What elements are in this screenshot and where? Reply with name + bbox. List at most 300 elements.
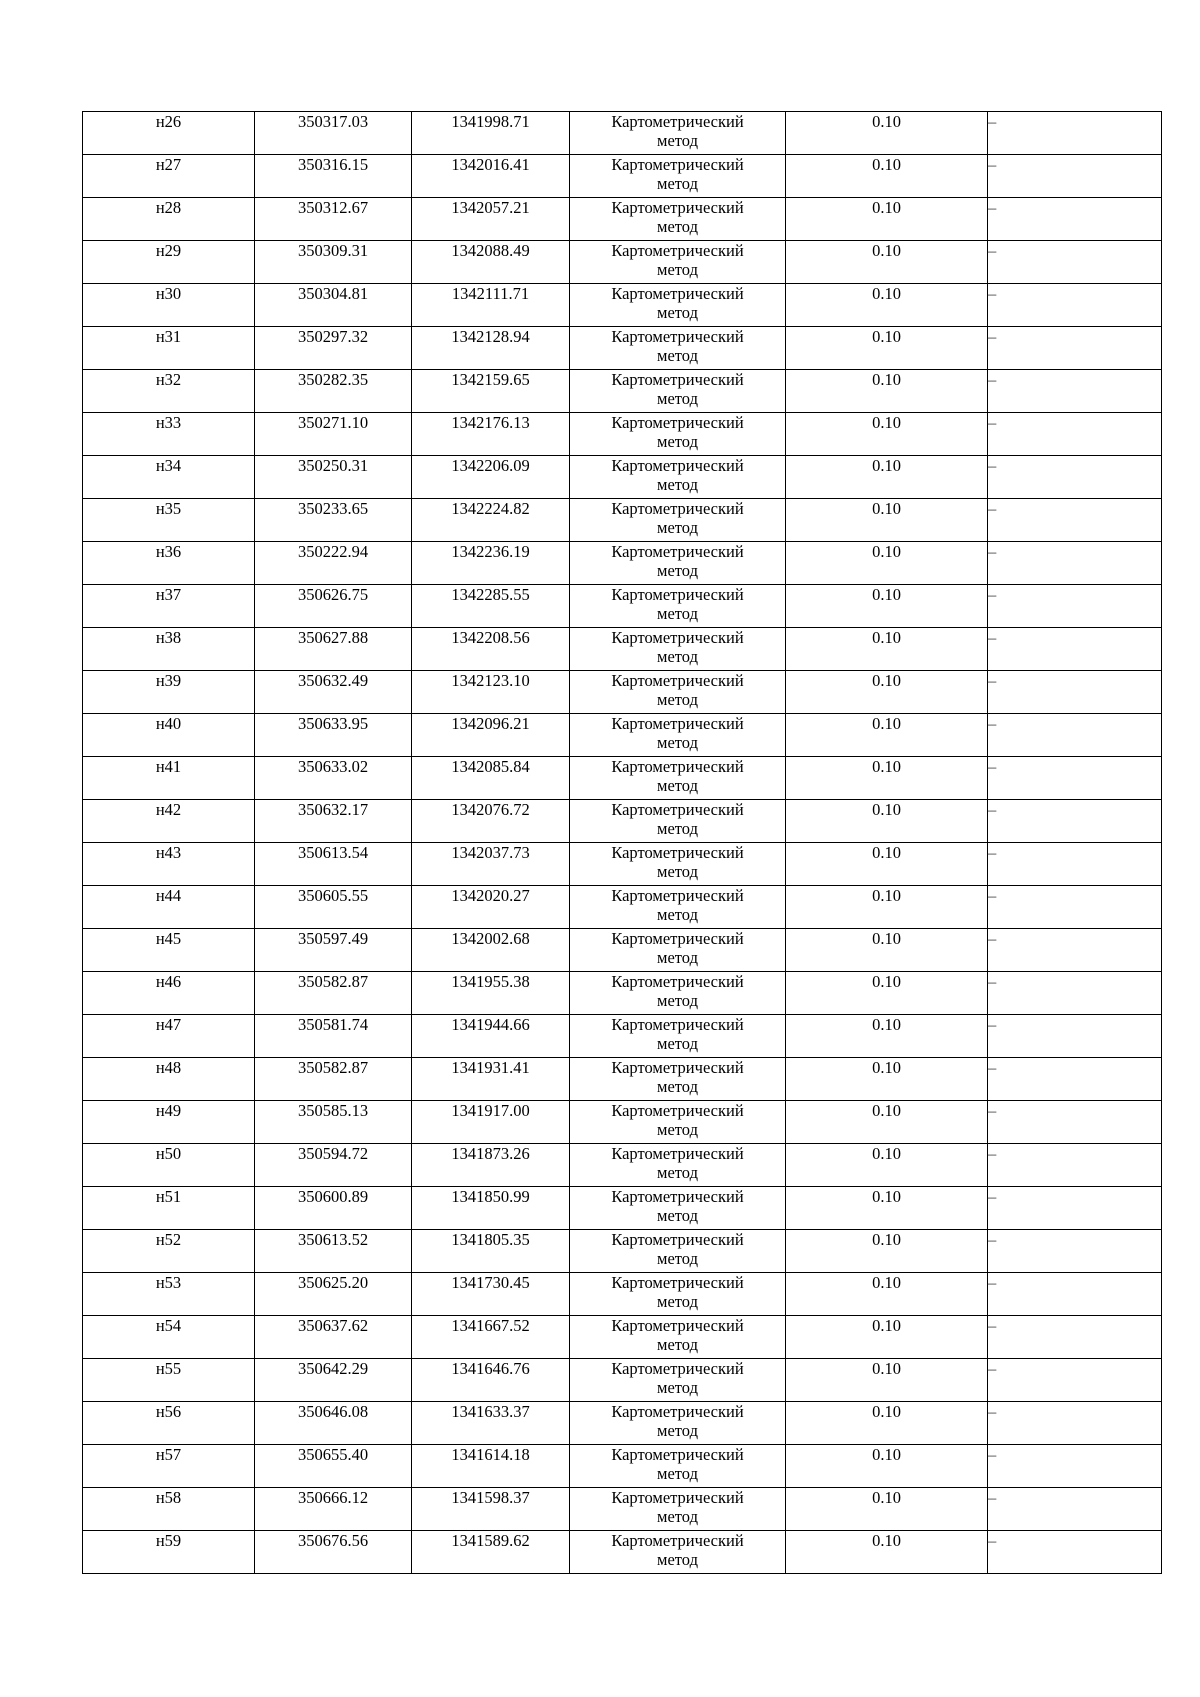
method-text-line2: метод xyxy=(657,1077,698,1096)
point-name-cell: н56 xyxy=(83,1402,255,1445)
description-cell: – xyxy=(988,1230,1162,1273)
accuracy-cell: 0.10 xyxy=(786,1101,988,1144)
x-coordinate-cell: 350594.72 xyxy=(255,1144,412,1187)
method-cell xyxy=(570,1445,786,1488)
accuracy-cell: 0.10 xyxy=(786,112,988,155)
accuracy-cell: 0.10 xyxy=(786,1273,988,1316)
method-text-line1: Картометрический xyxy=(611,1015,744,1034)
y-coordinate-cell: 1341646.76 xyxy=(412,1359,570,1402)
point-name-cell: н35 xyxy=(83,499,255,542)
table-row xyxy=(83,456,1162,499)
point-name-cell: н41 xyxy=(83,757,255,800)
point-name-cell: н28 xyxy=(83,198,255,241)
description-cell: – xyxy=(988,843,1162,886)
method-text-line1: Картометрический xyxy=(611,155,744,174)
accuracy-cell: 0.10 xyxy=(786,972,988,1015)
method-text-line2: метод xyxy=(657,819,698,838)
y-coordinate-cell: 1342037.73 xyxy=(412,843,570,886)
x-coordinate-cell: 350613.54 xyxy=(255,843,412,886)
description-cell: – xyxy=(988,1058,1162,1101)
method-text-line2: метод xyxy=(657,905,698,924)
method-text-line2: метод xyxy=(657,561,698,580)
method-cell xyxy=(570,843,786,886)
y-coordinate-cell: 1342236.19 xyxy=(412,542,570,585)
description-cell: – xyxy=(988,112,1162,155)
description-cell: – xyxy=(988,1015,1162,1058)
method-text-line2: метод xyxy=(657,1034,698,1053)
method-cell xyxy=(570,1101,786,1144)
y-coordinate-cell: 1342208.56 xyxy=(412,628,570,671)
y-coordinate-cell: 1342159.65 xyxy=(412,370,570,413)
table-row xyxy=(83,327,1162,370)
accuracy-cell: 0.10 xyxy=(786,327,988,370)
accuracy-cell: 0.10 xyxy=(786,757,988,800)
method-text-line1: Картометрический xyxy=(611,284,744,303)
method-text-line1: Картометрический xyxy=(611,1273,744,1292)
method-text-line2: метод xyxy=(657,1378,698,1397)
method-text-line1: Картометрический xyxy=(611,499,744,518)
accuracy-cell: 0.10 xyxy=(786,241,988,284)
y-coordinate-cell: 1342002.68 xyxy=(412,929,570,972)
method-cell xyxy=(570,929,786,972)
table-row xyxy=(83,1531,1162,1574)
y-coordinate-cell: 1341730.45 xyxy=(412,1273,570,1316)
x-coordinate-cell: 350633.02 xyxy=(255,757,412,800)
accuracy-cell: 0.10 xyxy=(786,929,988,972)
description-cell: – xyxy=(988,284,1162,327)
method-text-line1: Картометрический xyxy=(611,1101,744,1120)
method-text-line2: метод xyxy=(657,690,698,709)
point-name-cell: н40 xyxy=(83,714,255,757)
y-coordinate-cell: 1341598.37 xyxy=(412,1488,570,1531)
y-coordinate-cell: 1341589.62 xyxy=(412,1531,570,1574)
table-row xyxy=(83,628,1162,671)
method-text-line1: Картометрический xyxy=(611,542,744,561)
x-coordinate-cell: 350581.74 xyxy=(255,1015,412,1058)
method-cell xyxy=(570,886,786,929)
y-coordinate-cell: 1342076.72 xyxy=(412,800,570,843)
x-coordinate-cell: 350632.49 xyxy=(255,671,412,714)
point-name-cell: н33 xyxy=(83,413,255,456)
x-coordinate-cell: 350309.31 xyxy=(255,241,412,284)
method-cell xyxy=(570,1316,786,1359)
method-text-line2: метод xyxy=(657,260,698,279)
x-coordinate-cell: 350233.65 xyxy=(255,499,412,542)
point-name-cell: н43 xyxy=(83,843,255,886)
description-cell: – xyxy=(988,1531,1162,1574)
point-name-cell: н50 xyxy=(83,1144,255,1187)
accuracy-cell: 0.10 xyxy=(786,284,988,327)
x-coordinate-cell: 350613.52 xyxy=(255,1230,412,1273)
method-text-line2: метод xyxy=(657,1292,698,1311)
y-coordinate-cell: 1341873.26 xyxy=(412,1144,570,1187)
accuracy-cell: 0.10 xyxy=(786,499,988,542)
description-cell: – xyxy=(988,1187,1162,1230)
table-row xyxy=(83,1273,1162,1316)
description-cell: – xyxy=(988,499,1162,542)
x-coordinate-cell: 350271.10 xyxy=(255,413,412,456)
method-cell xyxy=(570,112,786,155)
point-name-cell: н27 xyxy=(83,155,255,198)
description-cell: – xyxy=(988,1273,1162,1316)
description-cell: – xyxy=(988,1402,1162,1445)
description-cell: – xyxy=(988,413,1162,456)
method-text-line1: Картометрический xyxy=(611,112,744,131)
method-cell xyxy=(570,1187,786,1230)
method-cell xyxy=(570,1144,786,1187)
method-text-line2: метод xyxy=(657,1249,698,1268)
point-name-cell: н51 xyxy=(83,1187,255,1230)
description-cell: – xyxy=(988,1144,1162,1187)
table-row xyxy=(83,585,1162,628)
point-name-cell: н58 xyxy=(83,1488,255,1531)
point-name-cell: н52 xyxy=(83,1230,255,1273)
x-coordinate-cell: 350316.15 xyxy=(255,155,412,198)
x-coordinate-cell: 350666.12 xyxy=(255,1488,412,1531)
point-name-cell: н47 xyxy=(83,1015,255,1058)
table-row xyxy=(83,757,1162,800)
x-coordinate-cell: 350282.35 xyxy=(255,370,412,413)
method-text-line1: Картометрический xyxy=(611,800,744,819)
method-text-line2: метод xyxy=(657,647,698,666)
method-cell xyxy=(570,628,786,671)
table-row xyxy=(83,1187,1162,1230)
accuracy-cell: 0.10 xyxy=(786,1531,988,1574)
method-text-line2: метод xyxy=(657,1507,698,1526)
description-cell: – xyxy=(988,456,1162,499)
table-row xyxy=(83,886,1162,929)
method-text-line2: метод xyxy=(657,948,698,967)
table-row xyxy=(83,714,1162,757)
method-text-line1: Картометрический xyxy=(611,241,744,260)
x-coordinate-cell: 350676.56 xyxy=(255,1531,412,1574)
table-row xyxy=(83,1488,1162,1531)
y-coordinate-cell: 1341931.41 xyxy=(412,1058,570,1101)
x-coordinate-cell: 350597.49 xyxy=(255,929,412,972)
y-coordinate-cell: 1342057.21 xyxy=(412,198,570,241)
method-cell xyxy=(570,800,786,843)
accuracy-cell: 0.10 xyxy=(786,843,988,886)
method-cell xyxy=(570,714,786,757)
table-row xyxy=(83,972,1162,1015)
method-cell xyxy=(570,671,786,714)
table-row xyxy=(83,929,1162,972)
x-coordinate-cell: 350312.67 xyxy=(255,198,412,241)
point-name-cell: н31 xyxy=(83,327,255,370)
accuracy-cell: 0.10 xyxy=(786,671,988,714)
table-row xyxy=(83,284,1162,327)
method-cell xyxy=(570,370,786,413)
table-row xyxy=(83,370,1162,413)
y-coordinate-cell: 1341917.00 xyxy=(412,1101,570,1144)
description-cell: – xyxy=(988,1359,1162,1402)
method-text-line2: метод xyxy=(657,1464,698,1483)
method-text-line1: Картометрический xyxy=(611,1402,744,1421)
method-text-line2: метод xyxy=(657,1206,698,1225)
y-coordinate-cell: 1342285.55 xyxy=(412,585,570,628)
accuracy-cell: 0.10 xyxy=(786,413,988,456)
y-coordinate-cell: 1341633.37 xyxy=(412,1402,570,1445)
x-coordinate-cell: 350633.95 xyxy=(255,714,412,757)
method-text-line1: Картометрический xyxy=(611,1531,744,1550)
description-cell: – xyxy=(988,327,1162,370)
method-text-line1: Картометрический xyxy=(611,1144,744,1163)
x-coordinate-cell: 350642.29 xyxy=(255,1359,412,1402)
description-cell: – xyxy=(988,800,1162,843)
point-name-cell: н29 xyxy=(83,241,255,284)
point-name-cell: н49 xyxy=(83,1101,255,1144)
y-coordinate-cell: 1341805.35 xyxy=(412,1230,570,1273)
method-text-line1: Картометрический xyxy=(611,843,744,862)
y-coordinate-cell: 1341998.71 xyxy=(412,112,570,155)
accuracy-cell: 0.10 xyxy=(786,1359,988,1402)
table-row xyxy=(83,198,1162,241)
table-row xyxy=(83,800,1162,843)
description-cell: – xyxy=(988,1316,1162,1359)
point-name-cell: н45 xyxy=(83,929,255,972)
method-text-line2: метод xyxy=(657,432,698,451)
method-text-line2: метод xyxy=(657,346,698,365)
description-cell: – xyxy=(988,370,1162,413)
method-text-line1: Картометрический xyxy=(611,198,744,217)
x-coordinate-cell: 350582.87 xyxy=(255,1058,412,1101)
method-text-line2: метод xyxy=(657,1421,698,1440)
table-row xyxy=(83,1144,1162,1187)
method-text-line2: метод xyxy=(657,776,698,795)
method-text-line1: Картометрический xyxy=(611,886,744,905)
method-cell xyxy=(570,972,786,1015)
method-text-line1: Картометрический xyxy=(611,585,744,604)
x-coordinate-cell: 350626.75 xyxy=(255,585,412,628)
method-text-line1: Картометрический xyxy=(611,1488,744,1507)
coordinates-table-body xyxy=(83,112,1162,1574)
method-text-line2: метод xyxy=(657,475,698,494)
table-row xyxy=(83,1058,1162,1101)
x-coordinate-cell: 350304.81 xyxy=(255,284,412,327)
point-name-cell: н44 xyxy=(83,886,255,929)
table-row xyxy=(83,155,1162,198)
description-cell: – xyxy=(988,1101,1162,1144)
method-text-line1: Картометрический xyxy=(611,1230,744,1249)
accuracy-cell: 0.10 xyxy=(786,456,988,499)
description-cell: – xyxy=(988,585,1162,628)
description-cell: – xyxy=(988,671,1162,714)
accuracy-cell: 0.10 xyxy=(786,714,988,757)
method-text-line1: Картометрический xyxy=(611,456,744,475)
x-coordinate-cell: 350222.94 xyxy=(255,542,412,585)
method-cell xyxy=(570,284,786,327)
accuracy-cell: 0.10 xyxy=(786,628,988,671)
method-cell xyxy=(570,155,786,198)
accuracy-cell: 0.10 xyxy=(786,155,988,198)
y-coordinate-cell: 1341955.38 xyxy=(412,972,570,1015)
method-text-line2: метод xyxy=(657,991,698,1010)
method-cell xyxy=(570,456,786,499)
x-coordinate-cell: 350605.55 xyxy=(255,886,412,929)
accuracy-cell: 0.10 xyxy=(786,1488,988,1531)
x-coordinate-cell: 350317.03 xyxy=(255,112,412,155)
accuracy-cell: 0.10 xyxy=(786,1230,988,1273)
x-coordinate-cell: 350646.08 xyxy=(255,1402,412,1445)
method-text-line1: Картометрический xyxy=(611,714,744,733)
table-row xyxy=(83,499,1162,542)
description-cell: – xyxy=(988,198,1162,241)
y-coordinate-cell: 1342020.27 xyxy=(412,886,570,929)
method-text-line2: метод xyxy=(657,217,698,236)
y-coordinate-cell: 1342088.49 xyxy=(412,241,570,284)
table-row xyxy=(83,843,1162,886)
description-cell: – xyxy=(988,155,1162,198)
y-coordinate-cell: 1341850.99 xyxy=(412,1187,570,1230)
accuracy-cell: 0.10 xyxy=(786,542,988,585)
table-row xyxy=(83,542,1162,585)
method-cell xyxy=(570,241,786,284)
x-coordinate-cell: 350297.32 xyxy=(255,327,412,370)
method-text-line2: метод xyxy=(657,303,698,322)
x-coordinate-cell: 350250.31 xyxy=(255,456,412,499)
point-name-cell: н26 xyxy=(83,112,255,155)
point-name-cell: н34 xyxy=(83,456,255,499)
method-text-line1: Картометрический xyxy=(611,1445,744,1464)
accuracy-cell: 0.10 xyxy=(786,1316,988,1359)
table-row xyxy=(83,671,1162,714)
x-coordinate-cell: 350625.20 xyxy=(255,1273,412,1316)
method-cell xyxy=(570,585,786,628)
description-cell: – xyxy=(988,929,1162,972)
table-row xyxy=(83,112,1162,155)
x-coordinate-cell: 350627.88 xyxy=(255,628,412,671)
y-coordinate-cell: 1341667.52 xyxy=(412,1316,570,1359)
y-coordinate-cell: 1342128.94 xyxy=(412,327,570,370)
method-text-line2: метод xyxy=(657,518,698,537)
method-cell xyxy=(570,413,786,456)
method-cell xyxy=(570,499,786,542)
y-coordinate-cell: 1342096.21 xyxy=(412,714,570,757)
method-text-line1: Картометрический xyxy=(611,327,744,346)
method-text-line2: метод xyxy=(657,131,698,150)
method-cell xyxy=(570,542,786,585)
point-name-cell: н54 xyxy=(83,1316,255,1359)
y-coordinate-cell: 1342111.71 xyxy=(412,284,570,327)
method-cell xyxy=(570,1230,786,1273)
point-name-cell: н39 xyxy=(83,671,255,714)
method-cell xyxy=(570,198,786,241)
accuracy-cell: 0.10 xyxy=(786,1144,988,1187)
description-cell: – xyxy=(988,241,1162,284)
method-text-line2: метод xyxy=(657,389,698,408)
point-name-cell: н59 xyxy=(83,1531,255,1574)
table-row xyxy=(83,1359,1162,1402)
accuracy-cell: 0.10 xyxy=(786,1058,988,1101)
method-cell xyxy=(570,1058,786,1101)
method-text-line2: метод xyxy=(657,1550,698,1569)
method-text-line1: Картометрический xyxy=(611,757,744,776)
y-coordinate-cell: 1342224.82 xyxy=(412,499,570,542)
x-coordinate-cell: 350632.17 xyxy=(255,800,412,843)
point-name-cell: н57 xyxy=(83,1445,255,1488)
method-text-line1: Картометрический xyxy=(611,671,744,690)
x-coordinate-cell: 350637.62 xyxy=(255,1316,412,1359)
accuracy-cell: 0.10 xyxy=(786,585,988,628)
x-coordinate-cell: 350585.13 xyxy=(255,1101,412,1144)
accuracy-cell: 0.10 xyxy=(786,1187,988,1230)
accuracy-cell: 0.10 xyxy=(786,198,988,241)
coordinates-table xyxy=(82,111,1162,1574)
accuracy-cell: 0.10 xyxy=(786,370,988,413)
point-name-cell: н37 xyxy=(83,585,255,628)
method-text-line1: Картометрический xyxy=(611,413,744,432)
description-cell: – xyxy=(988,714,1162,757)
point-name-cell: н53 xyxy=(83,1273,255,1316)
table-row xyxy=(83,1402,1162,1445)
point-name-cell: н36 xyxy=(83,542,255,585)
method-text-line2: метод xyxy=(657,1163,698,1182)
table-row xyxy=(83,1101,1162,1144)
table-row xyxy=(83,413,1162,456)
method-text-line2: метод xyxy=(657,174,698,193)
y-coordinate-cell: 1342016.41 xyxy=(412,155,570,198)
point-name-cell: н38 xyxy=(83,628,255,671)
description-cell: – xyxy=(988,972,1162,1015)
description-cell: – xyxy=(988,628,1162,671)
method-cell xyxy=(570,1402,786,1445)
y-coordinate-cell: 1342206.09 xyxy=(412,456,570,499)
point-name-cell: н55 xyxy=(83,1359,255,1402)
accuracy-cell: 0.10 xyxy=(786,1445,988,1488)
method-text-line2: метод xyxy=(657,1120,698,1139)
method-cell xyxy=(570,1273,786,1316)
x-coordinate-cell: 350582.87 xyxy=(255,972,412,1015)
method-text-line1: Картометрический xyxy=(611,972,744,991)
y-coordinate-cell: 1342176.13 xyxy=(412,413,570,456)
table-row xyxy=(83,1316,1162,1359)
method-text-line1: Картометрический xyxy=(611,1187,744,1206)
accuracy-cell: 0.10 xyxy=(786,886,988,929)
method-text-line2: метод xyxy=(657,1335,698,1354)
y-coordinate-cell: 1342123.10 xyxy=(412,671,570,714)
point-name-cell: н30 xyxy=(83,284,255,327)
method-text-line2: метод xyxy=(657,604,698,623)
method-cell xyxy=(570,1488,786,1531)
method-cell xyxy=(570,1015,786,1058)
table-row xyxy=(83,1445,1162,1488)
description-cell: – xyxy=(988,757,1162,800)
x-coordinate-cell: 350655.40 xyxy=(255,1445,412,1488)
point-name-cell: н48 xyxy=(83,1058,255,1101)
x-coordinate-cell: 350600.89 xyxy=(255,1187,412,1230)
method-cell xyxy=(570,757,786,800)
method-cell xyxy=(570,327,786,370)
description-cell: – xyxy=(988,1445,1162,1488)
method-text-line1: Картометрический xyxy=(611,1359,744,1378)
method-text-line1: Картометрический xyxy=(611,1316,744,1335)
method-cell xyxy=(570,1359,786,1402)
method-cell xyxy=(570,1531,786,1574)
y-coordinate-cell: 1342085.84 xyxy=(412,757,570,800)
y-coordinate-cell: 1341944.66 xyxy=(412,1015,570,1058)
method-text-line1: Картометрический xyxy=(611,628,744,647)
point-name-cell: н32 xyxy=(83,370,255,413)
method-text-line1: Картометрический xyxy=(611,929,744,948)
table-row xyxy=(83,1230,1162,1273)
point-name-cell: н42 xyxy=(83,800,255,843)
description-cell: – xyxy=(988,542,1162,585)
table-row xyxy=(83,1015,1162,1058)
point-name-cell: н46 xyxy=(83,972,255,1015)
accuracy-cell: 0.10 xyxy=(786,800,988,843)
accuracy-cell: 0.10 xyxy=(786,1402,988,1445)
y-coordinate-cell: 1341614.18 xyxy=(412,1445,570,1488)
